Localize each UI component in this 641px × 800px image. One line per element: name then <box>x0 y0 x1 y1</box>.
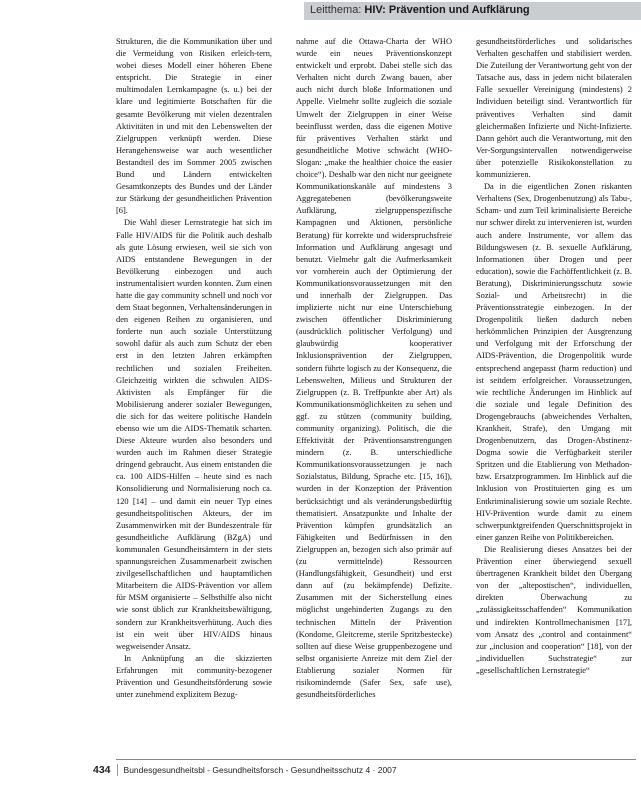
running-header <box>304 2 641 20</box>
header-title: HIV: Prävention und Aufklärung <box>364 4 530 16</box>
paragraph: nahme auf die Ottawa-Charta der WHO wurde ein neues Präventionskonzept entwickelt und erprobt. Dabei stelle sich das Verhalten nicht durch Zwang bauen, aber auch nicht durch bloße Informationen und Appelle. Vielmehr sollte zugleich die soziale Umwelt der Zielgruppen in einer Weise beeinflusst werden, dass die eigenen Motive für präventives Verhalten stärkt und gesundheitliche Motive schwächt (WHO-Slogan: „make the healthier choice the easier choice“). Deshalb war den nicht nur geeignete Kommunikationskanäle auf mindestens 3 Aggregatebenen (bevölkerungsweite Aufklärung, zielgruppenspezifische Kampagnen und Aktionen, persönliche Beratung) für korrekte und widerspruchsfreie Information und Aufklärung angesagt und benutzt. Vielmehr galt die Aufmerksamkeit vor vornherein auch der Optimierung der Kommunikationsvoraussetzungen mit den und innerhalb der Zielgruppen. Das implizierte nicht nur eine Unterschiebung zwischen öffentlicher Diskriminierung (ausdrücklich politischer Verfolgung) und glaubwürdig kooperativer Inklusionsprävention der Zielgruppen, sondern führte logisch zu der Konsequenz, die Lebenswelten, Milieus und Strukturen der Zielgruppen (z. B. Treffpunkte aber Art) als Kommunikationsmöglichkeiten zu sehen und ggf. zu stützen (community building, community organizing). Politisch, die die Effektivität der Präventionsanstrengungen mindern (z. B. unterschiedliche Kommunikationsvoraussetzungen je nach Sozialstatus, Bildung, Sprache etc. [15, 16]), wurden in der Konzeption der Prävention berücksichtigt und als veränderungsbedürftig thematisiert. Ansatzpunkte und Inhalte der Prävention kümpfen grundsätzlich an Fähigkeiten und Bedürfnissen in den Zielgruppen an, bezogen sich also primär auf (zu vermittelnde) Ressourcen (Handlungsfähigkeit, Gesundheit) und erst dann auf (zu bekämpfende) Defizite. Zusammen mit der Sicherstellung eines möglichst ungehinderten Zugangs zu den technischen Mitteln der Prävention (Kondome, Gleitcreme, sterile Spritzbestecke) sollten auf diese Weise gruppenbezogene und selbst organisierte Anreize mit dem Ziel der Etablierung sozialer Normen für risikomindernde (Safer Sex, safe use), gesundheitsförderliches <box>296 37 452 700</box>
header-kicker: Leitthema: <box>310 4 365 16</box>
journal-citation: Bundesgesundheitsbl - Gesundheitsforsch - Gesundheitsschutz 4 · 2007 <box>123 765 397 775</box>
paragraph: Strukturen, die die Kommunikation über und die Vermeidung von Risiken erleich-tern, wobei dieses Modell einer höheren Ebene entspricht. Die Strategie in einer multimodalen Lernkampagne (s. u.) bei der klare und legitimierte Botschaften für die gesamte Bevölkerung mit vielen dezentralen Aktivitäten in und mit den Lebenswelten der Zielgruppen verknüpft werden. Diese Herangehensweise war auch wesentlicher Bestandteil des im Sommer 2005 zwischen Bund und Ländern entwickelten Gesamtkonzepts des Bundes und der Länder zur Stärkung der gesundheitlichen Prävention [6]. <box>116 37 272 216</box>
footer-separator <box>117 764 118 776</box>
paragraph: In Anknüpfung an die skizzierten Erfahrungen mit community-bezogener Prävention und Gesundheitsförderung sowie unter zunehmend explizitem Bezug- <box>116 653 272 700</box>
paragraph: gesundheitsförderliches und solidarisches Verhalten geschaffen und stabilisiert werden. Die Zuteilung der Verantwortung geht von der Tatsache aus, dass in jedem nicht bilateralen Falle sexueller Vereinigung (mindestens) 2 Individuen beteiligt sind. Verantwortlich für präventives Verhalten sind damit gleichermaßen Infizierte und Nicht-Infizierte. Dann gehört auch die Verantwortung, mit den Ver-Sorgungsintervallen notwendigerweise über potenzielle Risikokonstellation zu kommunizieren. <box>476 37 632 180</box>
page-footer <box>93 763 397 777</box>
text-column-1 <box>116 36 272 701</box>
paragraph: Die Wahl dieser Lernstrategie hat sich im Falle HIV/AIDS für die Politik auch deshalb als gute Lösung erwiesen, weil sie sich von AIDS entstandene Bewegungen in der Bevölkerung einbezogen und auch instrumentalisiert wurden konnten. Zum einen hatte die gay community schnell und noch vor dem Staat begonnen, Verhaltensänderungen in den eigenen Reihen zu organisieren, und forderte nun auch soziale Unterstützung sowohl dafür als auch zum Schutz der eben erst in den letzten Jahren erkämpften rechtlichen und sozialen Freiheiten. Gleichzeitig wirkten die schwulen AIDS-Aktivisten als Empfänger für die Mobilisierung anderer sozialer Bewegungen, die sich for das weitere politische Handeln ebenso wie um die AIDS-Thematik scharten. Diese Akteure wurden also besonders und wurden auch im Rahmen dieser Strategie dringend gebraucht. Aus einem entstanden die ca. 100 AIDS-Hilfen – heute sind es nach Konsolidierung und Normalisierung noch ca. 120 [14] – und damit ein neuer Typ eines gesundheitspolitischen Akteurs, der im Zusammenwirken mit der Bundeszentrale für gesundheitliche Aufklärung (BZgA) und kommunalen Gesundheitsämtern in der stets spannungsreichen Zusammenarbeit zwischen zivilgesellschaftlichen und hauptamtlichen Mitarbeitern die AIDS-Prävention vor allem für MSM organisierte – Selbsthilfe also nicht wie sonst üblich zur Krankheitsbewältigung, sondern zur Krankheitsverhütung. Auch dies ist ein weit über HIV/AIDS hinaus wegweisender Ansatz. <box>116 218 272 651</box>
page-number: 434 <box>93 764 111 776</box>
text-column-2 <box>296 36 452 701</box>
paragraph: Die Realisierung dieses Ansatzes bei der Prävention einer überwiegend sexuell übertragenen Krankheit bildet den Übergang von der „altepostischen“, individuellen, direkten Überwachung zu „zulässigkeitsschaffenden“ Kommunikation und indirekten Kontrollmechanismen [17], vom Ansatz des „control and containment“ zur „inclusion and cooperation“ [18], von der „individuellen Suchstrategie“ zur „gesellschaftlichen Lernstrategie“ <box>476 544 632 675</box>
footer-divider <box>116 759 636 760</box>
paragraph: Da in die eigentlichen Zonen riskanten Verhaltens (Sex, Drogenbenutzung) als Tabu-, Scham- und zum Teil kriminalisierte Bereiche nur schwer direkt zu intervenieren ist, wurden auch andere Instrumente, vor allem das Bildungswesen (z. B. sexuelle Aufklärung, Informationen über Drogen und peer education), sowie die Fachöffentlichkeit (z. B. Beratung), Diskriminierungsschutz sowie Sozial- und Arbeitsrecht) in die Präventionsstrategie einbezogen. In der Drogenpolitik ließen dadurch neben herkömmlichen Prinzipien der Ausgrenzung und Verfolgung mit der Erforschung der AIDS-Prävention, die Drogenpolitik wurde entsprechend angepasst (harm reduction) und ist seitdem erfolgreicher. Voraussetzungen, wie rechtliche Änderungen im Hinblick auf die soziale und legale Definition des Drogengebrauchs (abweichendes Verhalten, Krankheit, Strafe), den Umgang mit Drogenbenutzern, das Drogen-Abstinenz-Dogma sowie die Verfügbarkeit steriler Spritzen und die Etablierung von Methadon- bzw. Ersatzprogrammen. Im Hinblick auf die Inklusion von Prostituierten ging es um Entkriminalisierung sowie um soziale Rechte. HIV-Prävention wurde damit zu einem schwerpunktgreifenden Querschnittsprojekt in einer ganzen Reihe von Politikbereichen. <box>476 182 632 542</box>
text-column-3 <box>476 36 632 677</box>
header-text <box>310 4 530 16</box>
